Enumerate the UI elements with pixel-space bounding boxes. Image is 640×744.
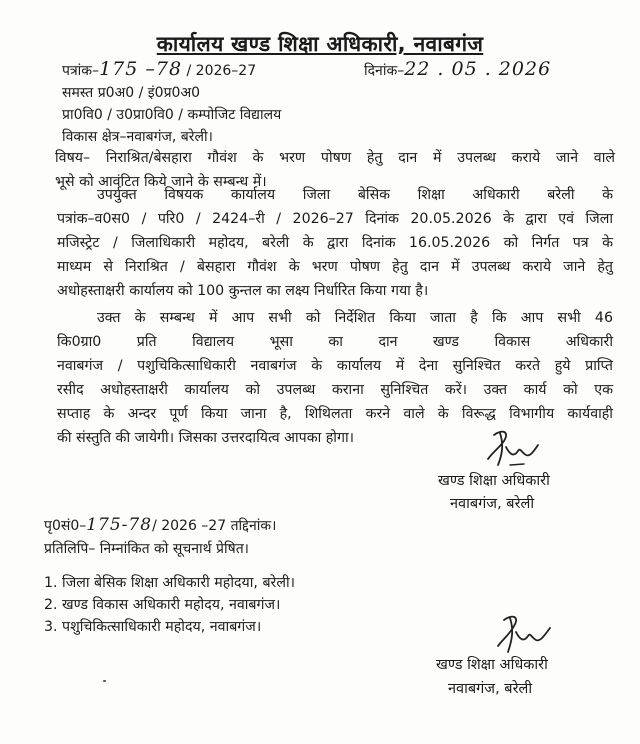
- signature-1: [480, 425, 550, 471]
- reference-line: [62, 60, 256, 80]
- date-label: दिनांक–: [364, 63, 405, 79]
- body-line: की संस्तुति की जायेगी। जिसका उत्तरदायित्व आपका होगा।: [57, 430, 355, 446]
- copy-intro: प्रतिलिपि– निम्नांकित को सूचनार्थ प्रेषित।: [44, 541, 249, 557]
- list-item: 2. खण्ड विकास अधिकारी महोदय, नवाबगंज।: [44, 597, 281, 613]
- office-title: कार्यालय खण्ड शिक्षा अधिकारी, नवाबगंज: [156, 32, 484, 56]
- body-line: पत्रांक–व0स0 / परि0 / 2424–री / 2026–27 दिनांक 20.05.2026 के द्वारा एवं जिला: [57, 211, 613, 227]
- subject-line: विषय– निराश्रित/बेसहारा गौवंश के भरण पोषण हेतु दान में उपलब्ध कराये जाने वाले: [55, 150, 615, 166]
- recipient-line: समस्त प्र0अ0 / इं0प्र0अ0: [62, 85, 201, 101]
- ref-number: 175 –78: [99, 58, 183, 80]
- body-line: मजिस्ट्रेट / जिलाधिकारी महोदय, बरेली के द्वारा दिनांक 16.05.2026 को निर्गत पत्र के: [57, 235, 613, 251]
- date-value: 22 . 05 . 2026: [404, 58, 552, 80]
- body-line: माध्यम से निराश्रित / बेसहारा गौवंश के भरण पोषण हेतु दान में उपलब्ध कराये जाने हेतु: [57, 259, 613, 275]
- recipient-line: प्रा0वि0 / उ0प्रा0वि0 / कम्पोजिट विद्यालय: [62, 107, 282, 123]
- ref2-year: / 2026 –27: [152, 518, 227, 534]
- date-line: [364, 60, 551, 80]
- ref2-number: 175-78: [86, 515, 153, 535]
- body-line: नवाबगंज / पशुचिकित्साधिकारी नवाबगंज के कार्यालय में देना सुनिश्चित करते हुये प्राप्ति: [57, 358, 613, 374]
- body-line: कि0ग्रा0 प्रति विद्यालय भूसा का दान खण्ड विकास अधिकारी: [57, 334, 613, 350]
- reference-line-2: [44, 516, 276, 535]
- subject-line: भूसे को आवंटित किये जाने के सम्बन्ध में।: [55, 174, 267, 190]
- signatory-2-location: नवाबगंज, बरेली: [448, 681, 533, 697]
- ref-prefix: पत्रांक–: [62, 63, 100, 79]
- recipient-line: विकास क्षेत्र–नवाबगंज, बरेली।: [62, 129, 213, 145]
- ref2-suffix: तद्दिनांक।: [230, 518, 277, 534]
- signatory-designation: खण्ड शिक्षा अधिकारी: [438, 473, 550, 489]
- body-line: अधोहस्ताक्षरी कार्यालय को 100 कुन्तल का लक्ष्य निर्धारित किया गया है।: [57, 283, 429, 299]
- body-line: रसीद अधोहस्ताक्षरी कार्यालय को उपलब्ध कराना सुनिश्चित करें। उक्त कार्य को एक: [57, 382, 613, 398]
- signatory-location: नवाबगंज, बरेली: [450, 496, 535, 512]
- body-line: उक्त के सम्बन्ध में आप सभी को निर्देशित किया जाता है कि आप सभी 46: [97, 310, 613, 326]
- ref-year: / 2026–27: [186, 63, 257, 79]
- copy-list: [44, 572, 295, 638]
- body-paragraph-1: [57, 183, 613, 303]
- list-item: 1. जिला बेसिक शिक्षा अधिकारी महोदया, बरेली।: [44, 575, 296, 591]
- signature-2: [488, 608, 560, 658]
- body-line: उपर्युक्त विषयक कार्यालय जिला बेसिक शिक्षा अधिकारी बरेली के: [97, 187, 613, 203]
- signatory-2-designation: खण्ड शिक्षा अधिकारी: [436, 657, 548, 673]
- body-line: सप्ताह के अन्दर पूर्ण किया जाना है, शिथिलता करने वाले के विरूद्ध विभागीय कार्यवाही: [57, 406, 613, 422]
- speck: [103, 680, 106, 682]
- list-item: 3. पशुचिकित्साधिकारी महोदय, नवाबगंज।: [44, 619, 262, 635]
- ref2-prefix: पृ0सं0–: [44, 518, 87, 534]
